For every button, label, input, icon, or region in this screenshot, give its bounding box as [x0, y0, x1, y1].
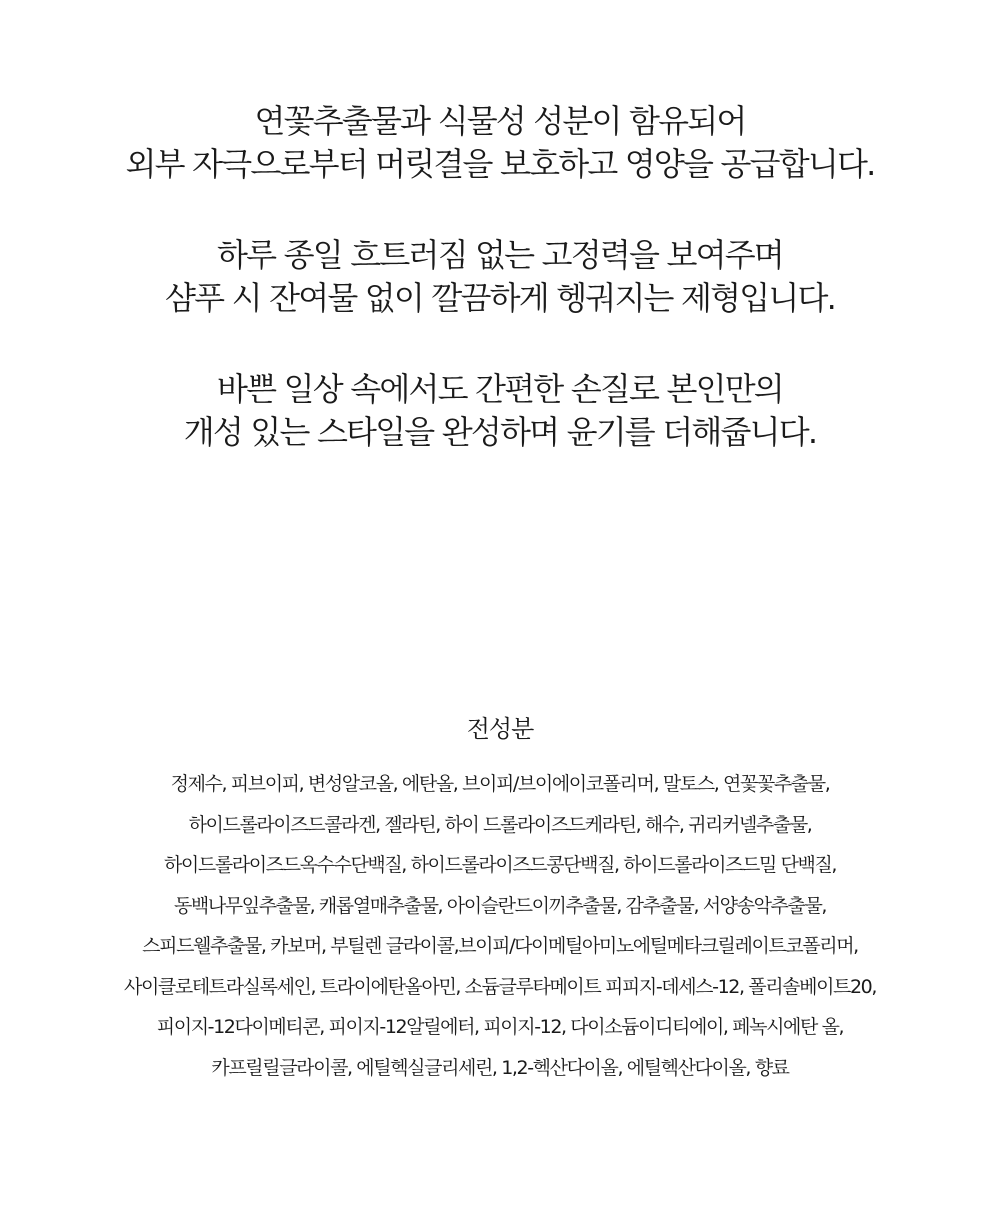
product-description: [0, 100, 1000, 502]
description-line: 하루 종일 흐트러짐 없는 고정력을 보여주며: [217, 236, 783, 274]
ingredients-line: 정제수, 피브이피, 변성알코올, 에탄올, 브이피/브이에이코폴리머, 말토스, 연꽃꽃추출물,: [170, 773, 830, 795]
description-line: 외부 자극으로부터 머릿결을 보호하고 영양을 공급합니다.: [125, 145, 875, 183]
description-paragraph-1: [0, 100, 1000, 186]
ingredients-line: 동백나무잎추출물, 캐롭열매추출물, 아이슬란드이끼추출물, 감추출물, 서양송악추출물,: [173, 894, 827, 917]
description-line: 개성 있는 스타일을 완성하며 윤기를 더해줍니다.: [183, 413, 817, 451]
ingredients-line: 스피드웰추출물, 카보머, 부틸렌 글라이콜,브이피/다이메틸아미노에틸메타크릴레이트코폴리머,: [142, 935, 858, 957]
description-line: 바쁜 일상 속에서도 간편한 손질로 본인만의: [217, 370, 783, 408]
ingredients-line: 사이클로테트라실록세인, 트라이에탄올아민, 소듐글루타메이트 피피지-데세스-12, 폴리솔베이트20,: [124, 975, 876, 998]
ingredients-line: 카프릴릴글라이콜, 에틸헥실글리세린, 1,2-헥산다이올, 에틸헥산다이올, 향료: [211, 1056, 789, 1079]
ingredients-line: 하이드롤라이즈드콜라겐, 젤라틴, 하이 드롤라이즈드케라틴, 해수, 귀리커넬추출물,: [188, 813, 812, 836]
ingredients-section: [0, 712, 1000, 1088]
ingredients-line: 피이지-12다이메티콘, 피이지-12알릴에터, 피이지-12, 다이소듐이디티에이, 페녹시에탄 올,: [156, 1016, 844, 1038]
ingredients-title: 전성분: [466, 715, 534, 743]
description-paragraph-2: [0, 234, 1000, 320]
ingredients-line: 하이드롤라이즈드옥수수단백질, 하이드롤라이즈드콩단백질, 하이드롤라이즈드밀 단백질,: [163, 854, 837, 876]
description-line: 샴푸 시 잔여물 없이 깔끔하게 헹궈지는 제형입니다.: [165, 279, 835, 317]
description-paragraph-3: [0, 368, 1000, 454]
description-line: 연꽃추출물과 식물성 성분이 함유되어: [254, 102, 746, 140]
